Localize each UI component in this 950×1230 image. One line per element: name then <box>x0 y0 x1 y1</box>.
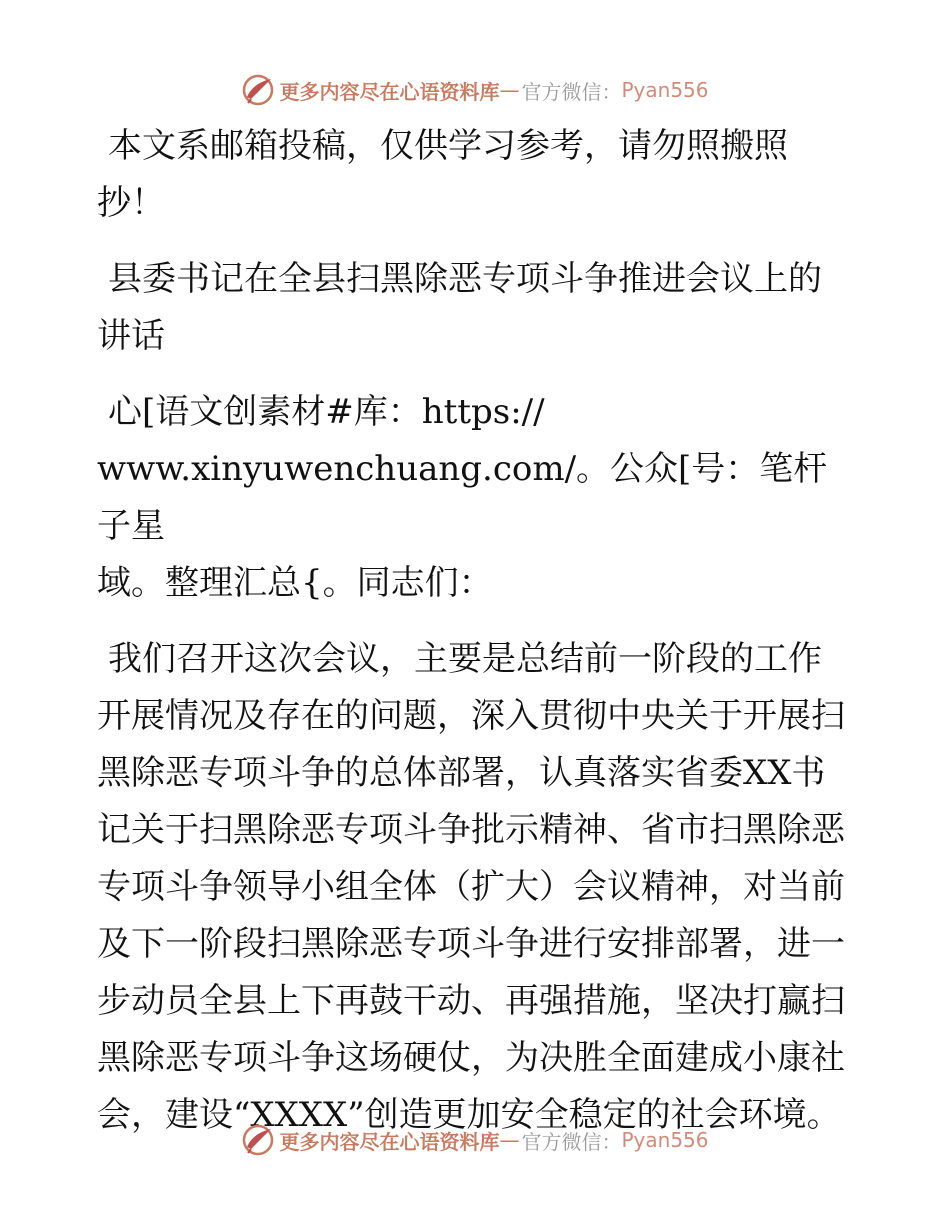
source-paragraph <box>97 384 857 612</box>
title-line: 县委书记在全县扫黑除恶专项斗争推进会议上的 <box>108 259 822 299</box>
body-line: 步动员全县上下再鼓干动、再强措施，坚决打赢扫 <box>97 981 845 1021</box>
notice-line: 本文系邮箱投稿，仅供学习参考，请勿照搬照 <box>108 126 788 166</box>
document-content <box>97 118 857 1163</box>
banner-brand-text: 更多内容尽在心语资料库 <box>279 79 500 104</box>
body-paragraph <box>97 631 857 1144</box>
banner-dash: — <box>499 1128 520 1152</box>
pen-logo-icon <box>241 73 275 107</box>
pen-logo-icon <box>241 1123 275 1157</box>
body-line: 会，建设“XXXX”创造更加安全稳定的社会环境。 <box>97 1095 841 1135</box>
banner-wechat-id: Pyan556 <box>621 78 709 102</box>
banner-wechat-id: Pyan556 <box>621 1128 709 1152</box>
banner-dash: — <box>499 78 520 102</box>
banner-official-label: 官方微信： <box>521 79 622 104</box>
body-line: 专项斗争领导小组全体（扩大）会议精神，对当前 <box>97 867 845 907</box>
source-line: www.xinyuwenchuang.com/。公众[号：笔杆子星 <box>97 449 828 546</box>
source-line: 心[语文创素材#库：https:// <box>108 392 545 432</box>
body-line: 记关于扫黑除恶专项斗争批示精神、省市扫黑除恶 <box>97 810 845 850</box>
banner-brand-text: 更多内容尽在心语资料库 <box>279 1129 500 1154</box>
body-line: 黑除恶专项斗争的总体部署，认真落实省委XX书 <box>97 753 826 793</box>
document-title <box>97 251 857 365</box>
body-line: 开展情况及存在的问题，深入贯彻中央关于开展扫 <box>97 696 845 736</box>
body-line: 及下一阶段扫黑除恶专项斗争进行安排部署，进一 <box>97 924 845 964</box>
notice-line: 抄！ <box>97 183 165 223</box>
header-banner <box>0 70 950 110</box>
body-line: 黑除恶专项斗争这场硬仗，为决胜全面建成小康社 <box>97 1038 845 1078</box>
title-line: 讲话 <box>97 316 165 356</box>
source-line: 域。整理汇总{。同志们： <box>97 563 493 603</box>
footer-banner <box>0 1120 950 1160</box>
notice-paragraph <box>97 118 857 232</box>
body-line: 我们召开这次会议，主要是总结前一阶段的工作 <box>108 639 822 679</box>
banner-official-label: 官方微信： <box>521 1129 622 1154</box>
